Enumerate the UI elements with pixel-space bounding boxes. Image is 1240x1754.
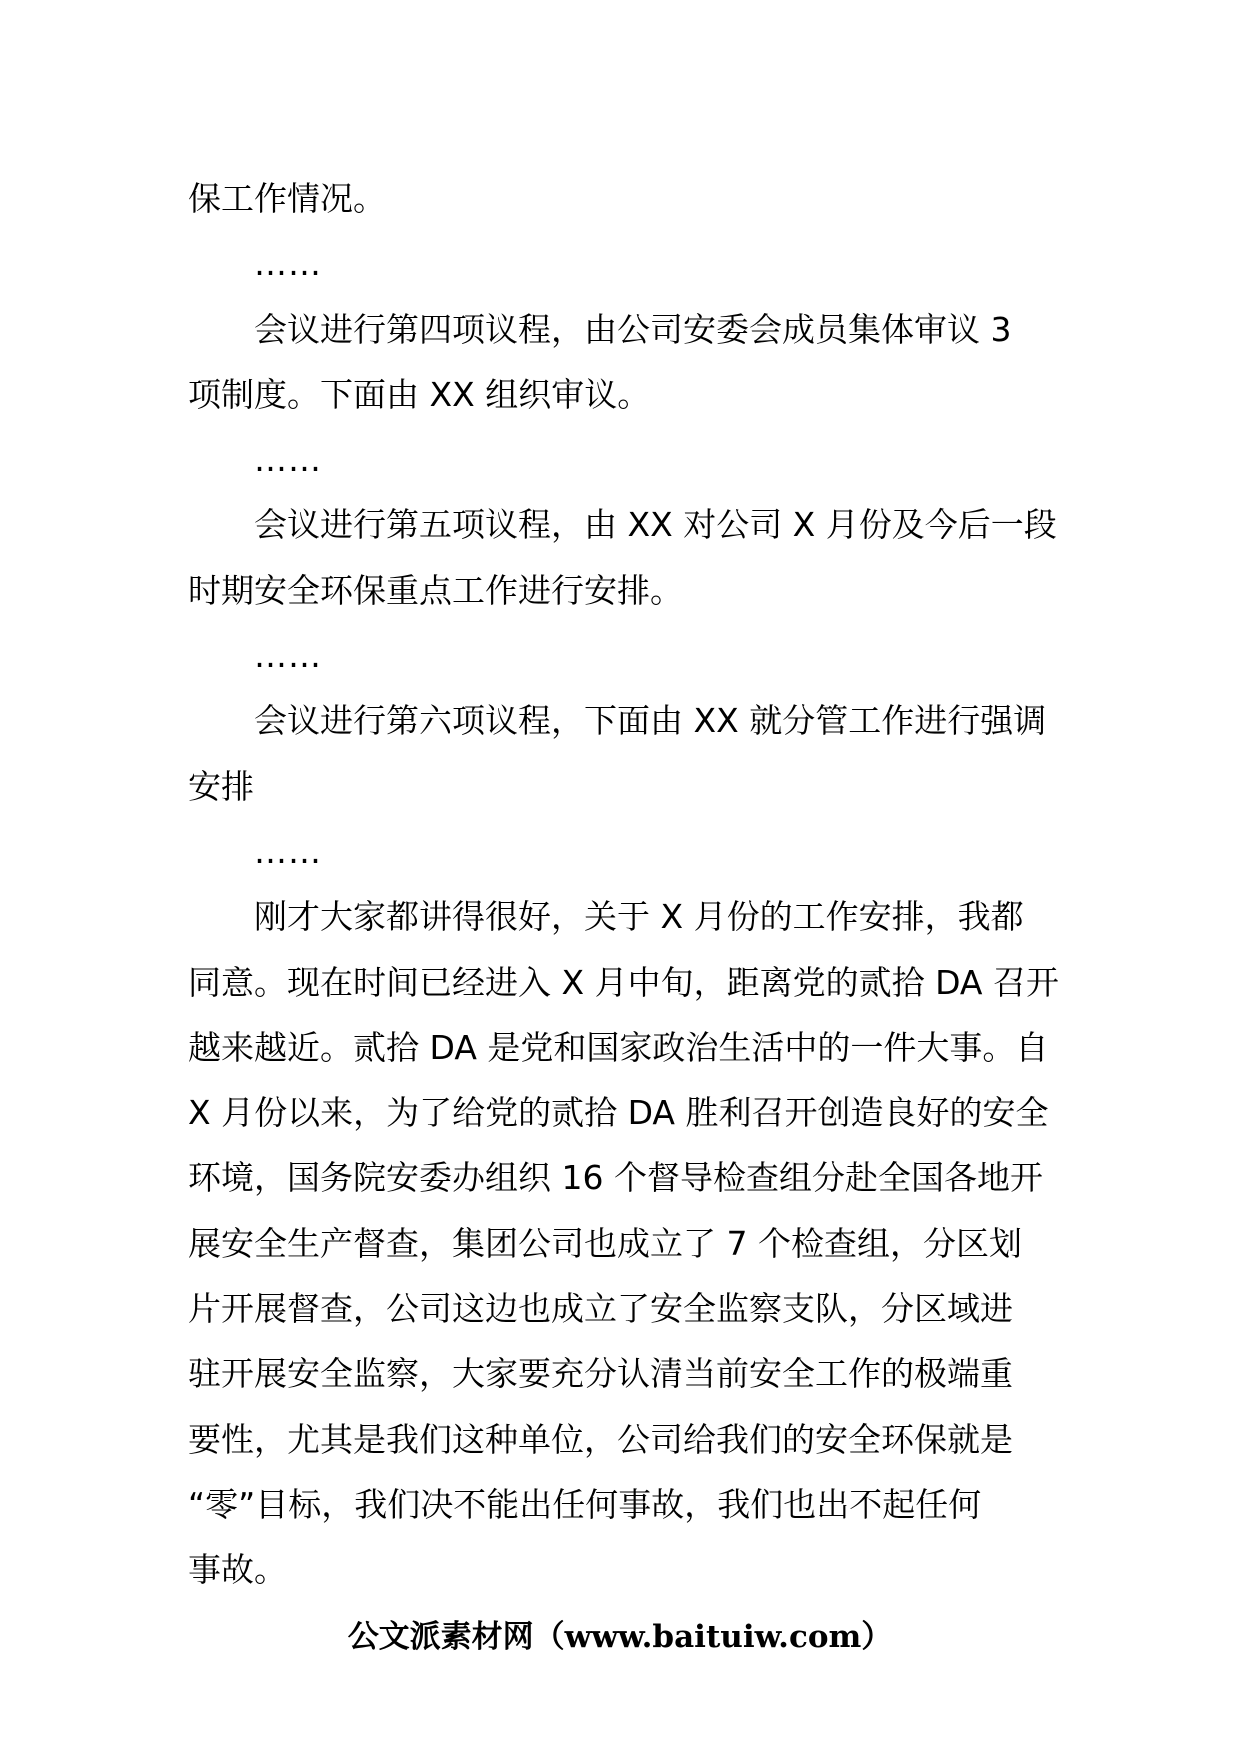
paragraph-line: 驻开展安全监察，大家要充分认清当前安全工作的极端重	[188, 1354, 1013, 1394]
paragraph-line: X 月份以来，为了给党的贰拾 DA 胜利召开创造良好的安全	[188, 1093, 1049, 1133]
paragraph-line: 会议进行第四项议程，由公司安委会成员集体审议 3	[254, 309, 1012, 349]
ellipsis-line: ……	[254, 831, 322, 871]
paragraph-line: 片开展督查，公司这边也成立了安全监察支队，分区域进	[188, 1289, 1013, 1329]
paragraph-line: 会议进行第五项议程，由 XX 对公司 X 月份及今后一段	[254, 505, 1057, 545]
paragraph-line: 环境，国务院安委办组织 16 个督导检查组分赴全国各地开	[188, 1158, 1043, 1198]
footer-watermark: 公文派素材网（www.baituiw.com）	[347, 1619, 893, 1655]
paragraph-line: 项制度。下面由 XX 组织审议。	[188, 374, 651, 414]
ellipsis-line: ……	[254, 636, 322, 676]
paragraph-line: 刚才大家都讲得很好，关于 X 月份的工作安排，我都	[254, 897, 1024, 937]
paragraph-line: 会议进行第六项议程，下面由 XX 就分管工作进行强调	[254, 701, 1047, 741]
paragraph-line: 要性，尤其是我们这种单位，公司给我们的安全环保就是	[188, 1419, 1013, 1459]
paragraph-line: 安排	[188, 766, 254, 806]
paragraph-line: 事故。	[188, 1550, 287, 1590]
ellipsis-line: ……	[254, 244, 322, 284]
paragraph-line: 越来越近。贰拾 DA 是党和国家政治生活中的一件大事。自	[188, 1027, 1049, 1067]
paragraph-line: 同意。现在时间已经进入 X 月中旬，距离党的贰拾 DA 召开	[188, 962, 1059, 1002]
paragraph-line: 时期安全环保重点工作进行安排。	[188, 570, 683, 610]
paragraph-line: 保工作情况。	[188, 179, 386, 218]
paragraph-line: “零”目标，我们决不能出任何事故，我们也出不起任何	[188, 1484, 982, 1524]
ellipsis-line: ……	[254, 440, 322, 480]
document-body	[188, 166, 1068, 1603]
paragraph-line: 展安全生产督查，集团公司也成立了 7 个检查组，分区划	[188, 1223, 1022, 1263]
